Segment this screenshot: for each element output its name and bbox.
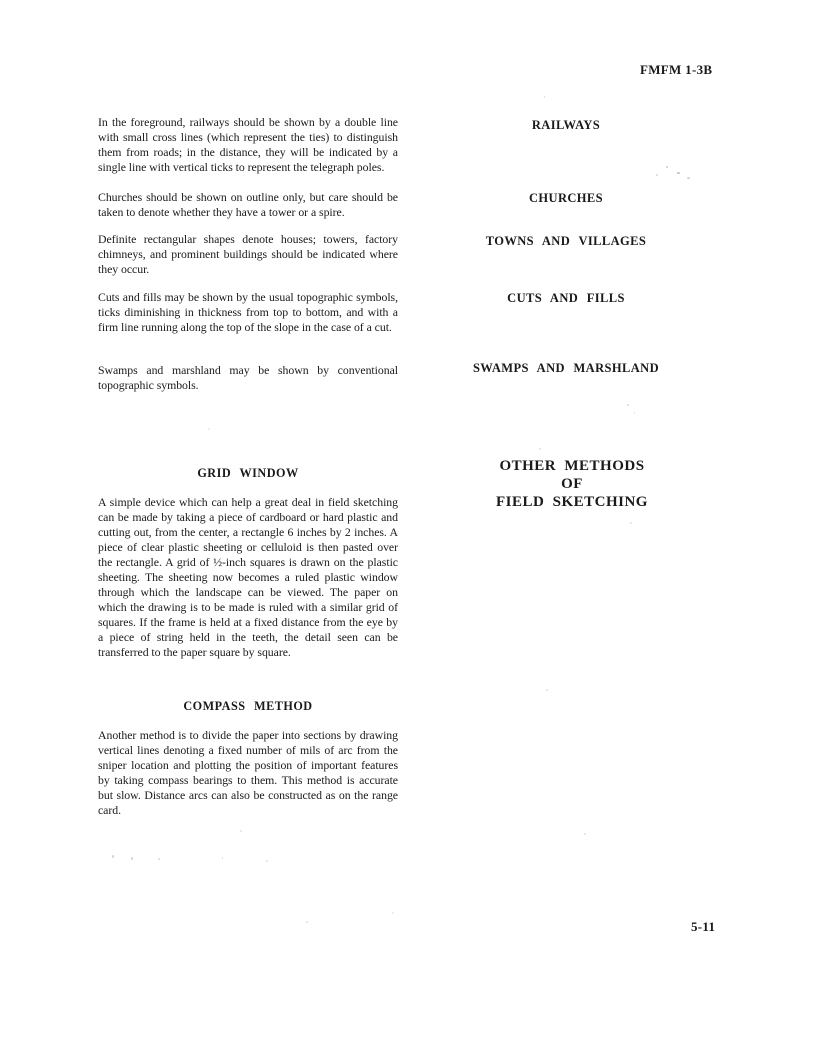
other-methods-line-1: OTHER METHODS	[499, 458, 645, 474]
heading-other-methods-of-field-sketching	[440, 457, 704, 511]
other-methods-line-2: OF	[561, 476, 583, 492]
section-label-towns-and-villages: TOWNS AND VILLAGES	[485, 234, 647, 248]
section-label-swamps-and-marshland: SWAMPS AND MARSHLAND	[472, 361, 660, 375]
paragraph-churches: Churches should be shown on outline only, but care should be taken to denote whether they have a tower or a spire.	[98, 190, 398, 219]
section-label-churches: CHURCHES	[528, 191, 604, 205]
page-number: 5-11	[691, 919, 716, 934]
section-label-cuts-and-fills: CUTS AND FILLS	[507, 291, 625, 305]
paragraph-grid-window: A simple device which can help a great deal in field sketching can be made by taking a piece of cardboard or hard plastic and cutting out, from the center, a rectangle 6 inches by 2 inches. A piece of clear plastic sheeting or celluloid is then pasted over the rectangle. A grid of ½-inch squares is drawn on the plastic sheeting. The sheeting now becomes a ruled plastic window through which the landscape can be viewed. The paper on which the drawing is to be made is ruled with a similar grid of squares. If the frame is held at a fixed distance from the eye by a piece of string held in the teeth, the detail seen can be transferred to the paper square by square.	[98, 495, 398, 659]
paragraph-railways: In the foreground, railways should be shown by a double line with small cross lines (which represent the ties) to distinguish them from roads; in the distance, they will be indicated by a single line with vertical ticks to represent the telegraph poles.	[98, 115, 398, 174]
document-id-header: FMFM 1-3B	[640, 62, 713, 77]
paragraph-swamps-and-marshland: Swamps and marshland may be shown by conventional topographic symbols.	[98, 363, 398, 392]
paragraph-towns-and-villages: Definite rectangular shapes denote houses; towers, factory chimneys, and prominent buildings should be indicated where they occur.	[98, 232, 398, 276]
paragraph-compass-method: Another method is to divide the paper into sections by drawing vertical lines denoting a fixed number of mils of arc from the sniper location and plotting the position of important features by taking compass bearings to them. This method is accurate but slow. Distance arcs can also be constructed as on the range card.	[98, 728, 398, 817]
paragraph-cuts-and-fills: Cuts and fills may be shown by the usual topographic symbols, ticks diminishing in thickness from top to bottom, and with a firm line running along the top of the slope in the case of a cut.	[98, 290, 398, 334]
heading-grid-window: GRID WINDOW	[197, 466, 299, 480]
heading-compass-method: COMPASS METHOD	[183, 699, 313, 713]
other-methods-line-3: FIELD SKETCHING	[496, 494, 648, 510]
section-label-railways: RAILWAYS	[531, 118, 601, 132]
